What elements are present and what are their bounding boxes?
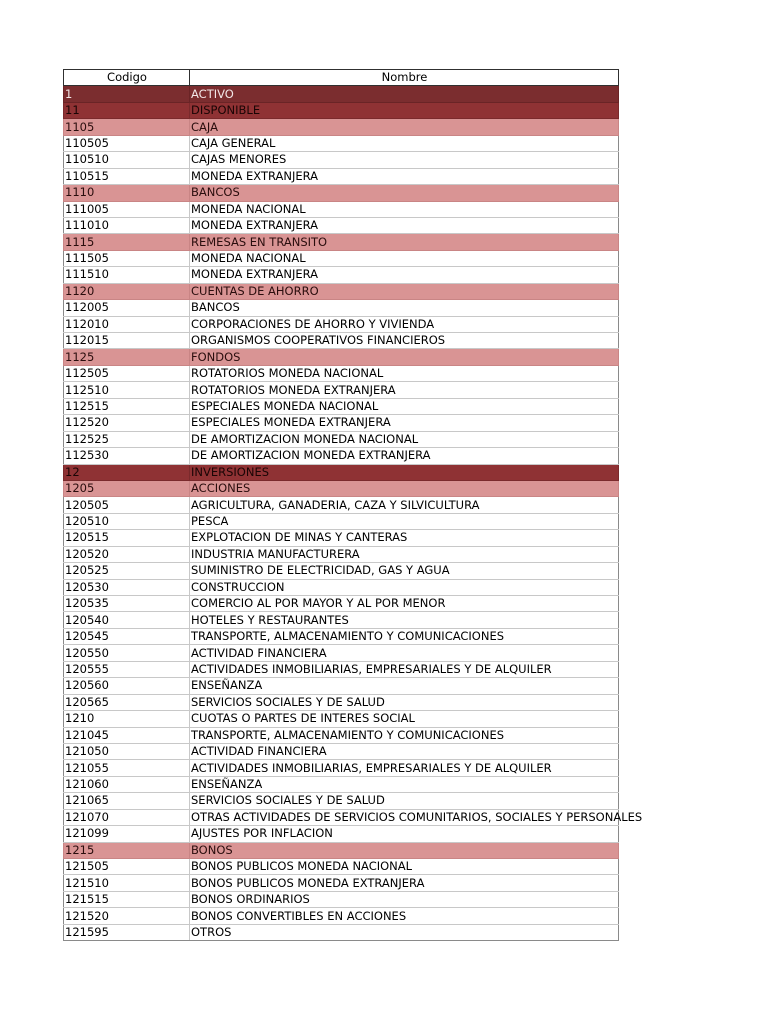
account-code-cell: 111505	[64, 250, 190, 266]
account-code-cell: 121515	[64, 891, 190, 907]
account-name-cell: MONEDA NACIONAL	[190, 250, 619, 266]
account-name-cell: FONDOS	[190, 349, 619, 365]
account-code-cell: 1210	[64, 711, 190, 727]
account-name-cell: MONEDA NACIONAL	[190, 201, 619, 217]
account-code-cell: 121099	[64, 826, 190, 842]
table-row	[64, 727, 619, 743]
account-code-cell: 121055	[64, 760, 190, 776]
account-code-cell: 120505	[64, 497, 190, 513]
account-name-cell: HOTELES Y RESTAURANTES	[190, 612, 619, 628]
account-name-cell: AGRICULTURA, GANADERIA, CAZA Y SILVICULTURA	[190, 497, 619, 513]
table-row	[64, 448, 619, 464]
account-code-cell: 1105	[64, 119, 190, 135]
table-row	[64, 86, 619, 102]
account-code-cell: 120515	[64, 530, 190, 546]
table-row	[64, 185, 619, 201]
account-code-cell: 12	[64, 464, 190, 480]
account-code-cell: 121595	[64, 924, 190, 940]
account-code-cell: 110510	[64, 152, 190, 168]
account-code-cell: 120545	[64, 628, 190, 644]
account-code-cell: 112510	[64, 382, 190, 398]
account-name-cell: PESCA	[190, 513, 619, 529]
account-code-cell: 120540	[64, 612, 190, 628]
account-code-cell: 1110	[64, 185, 190, 201]
table-row	[64, 464, 619, 480]
table-row	[64, 316, 619, 332]
account-name-cell: ACCIONES	[190, 480, 619, 496]
account-name-cell: ORGANISMOS COOPERATIVOS FINANCIEROS	[190, 333, 619, 349]
table-row	[64, 546, 619, 562]
table-row	[64, 513, 619, 529]
account-name-cell: ROTATORIOS MONEDA EXTRANJERA	[190, 382, 619, 398]
table-row	[64, 776, 619, 792]
account-name-cell: BONOS ORDINARIOS	[190, 891, 619, 907]
account-name-cell: MONEDA EXTRANJERA	[190, 217, 619, 233]
account-code-cell: 112015	[64, 333, 190, 349]
account-name-cell: CUOTAS O PARTES DE INTERES SOCIAL	[190, 711, 619, 727]
column-header-codigo: Codigo	[64, 70, 190, 86]
table-row	[64, 152, 619, 168]
account-name-cell: DISPONIBLE	[190, 102, 619, 118]
table-row	[64, 349, 619, 365]
account-code-cell: 112525	[64, 431, 190, 447]
table-row	[64, 628, 619, 644]
account-code-cell: 1	[64, 86, 190, 102]
table-row	[64, 530, 619, 546]
table-row	[64, 431, 619, 447]
account-code-cell: 1215	[64, 842, 190, 858]
account-name-cell: ESPECIALES MONEDA EXTRANJERA	[190, 415, 619, 431]
account-code-cell: 110515	[64, 168, 190, 184]
account-name-cell: BANCOS	[190, 185, 619, 201]
table-row	[64, 480, 619, 496]
header-row	[64, 70, 619, 86]
account-name-cell: EXPLOTACION DE MINAS Y CANTERAS	[190, 530, 619, 546]
account-code-cell: 112520	[64, 415, 190, 431]
table-row	[64, 333, 619, 349]
chart-of-accounts-table	[63, 69, 643, 941]
account-name-cell: ROTATORIOS MONEDA NACIONAL	[190, 365, 619, 381]
account-name-cell: SERVICIOS SOCIALES Y DE SALUD	[190, 793, 619, 809]
account-name-cell: ENSEÑANZA	[190, 678, 619, 694]
table-row	[64, 793, 619, 809]
account-name-cell: MONEDA EXTRANJERA	[190, 168, 619, 184]
account-code-cell: 120565	[64, 694, 190, 710]
table-row	[64, 924, 619, 940]
account-code-cell: 1205	[64, 480, 190, 496]
table-row	[64, 809, 619, 825]
account-name-cell: ACTIVIDAD FINANCIERA	[190, 743, 619, 759]
table-row	[64, 678, 619, 694]
table-row	[64, 596, 619, 612]
account-name-cell: DE AMORTIZACION MONEDA NACIONAL	[190, 431, 619, 447]
account-name-cell: OTROS	[190, 924, 619, 940]
table-row	[64, 743, 619, 759]
table-row	[64, 415, 619, 431]
table-row	[64, 365, 619, 381]
account-code-cell: 121505	[64, 859, 190, 875]
table-row	[64, 283, 619, 299]
account-code-cell: 120530	[64, 579, 190, 595]
account-code-cell: 111010	[64, 217, 190, 233]
account-name-cell: BONOS PUBLICOS MONEDA EXTRANJERA	[190, 875, 619, 891]
account-code-cell: 121065	[64, 793, 190, 809]
account-code-cell: 1125	[64, 349, 190, 365]
table-row	[64, 382, 619, 398]
table-row	[64, 102, 619, 118]
table-row	[64, 168, 619, 184]
account-code-cell: 121045	[64, 727, 190, 743]
table-row	[64, 267, 619, 283]
account-code-cell: 112530	[64, 448, 190, 464]
table-row	[64, 842, 619, 858]
table-row	[64, 234, 619, 250]
table-row	[64, 579, 619, 595]
table-row	[64, 398, 619, 414]
table-row	[64, 300, 619, 316]
table-row	[64, 217, 619, 233]
account-code-cell: 111005	[64, 201, 190, 217]
account-name-cell: ENSEÑANZA	[190, 776, 619, 792]
account-code-cell: 121060	[64, 776, 190, 792]
table-row	[64, 891, 619, 907]
table-row	[64, 760, 619, 776]
account-code-cell: 121070	[64, 809, 190, 825]
table-row	[64, 250, 619, 266]
account-name-cell: AJUSTES POR INFLACION	[190, 826, 619, 842]
account-code-cell: 110505	[64, 135, 190, 151]
table-row	[64, 859, 619, 875]
table-row	[64, 201, 619, 217]
account-code-cell: 11	[64, 102, 190, 118]
account-name-cell: CORPORACIONES DE AHORRO Y VIVIENDA	[190, 316, 619, 332]
account-name-cell: INVERSIONES	[190, 464, 619, 480]
account-code-cell: 121510	[64, 875, 190, 891]
account-code-cell: 111510	[64, 267, 190, 283]
account-name-cell: CAJA GENERAL	[190, 135, 619, 151]
account-name-cell: ACTIVIDADES INMOBILIARIAS, EMPRESARIALES Y DE ALQUILER	[190, 661, 619, 677]
account-code-cell: 120520	[64, 546, 190, 562]
column-header-nombre: Nombre	[190, 70, 619, 86]
table-row	[64, 135, 619, 151]
table-row	[64, 563, 619, 579]
table-row	[64, 119, 619, 135]
account-name-cell: CONSTRUCCION	[190, 579, 619, 595]
account-code-cell: 120510	[64, 513, 190, 529]
account-code-cell: 120555	[64, 661, 190, 677]
table-row	[64, 661, 619, 677]
account-name-cell: SERVICIOS SOCIALES Y DE SALUD	[190, 694, 619, 710]
account-code-cell: 112010	[64, 316, 190, 332]
account-name-cell: CAJA	[190, 119, 619, 135]
account-name-cell: BANCOS	[190, 300, 619, 316]
table-row	[64, 908, 619, 924]
account-name-cell: COMERCIO AL POR MAYOR Y AL POR MENOR	[190, 596, 619, 612]
table-row	[64, 826, 619, 842]
account-code-cell: 112005	[64, 300, 190, 316]
table-row	[64, 645, 619, 661]
account-code-cell: 120560	[64, 678, 190, 694]
account-code-cell: 120550	[64, 645, 190, 661]
account-name-cell: ESPECIALES MONEDA NACIONAL	[190, 398, 619, 414]
account-name-cell: OTRAS ACTIVIDADES DE SERVICIOS COMUNITARIOS, SOCIALES Y PERSONALES	[191, 809, 643, 824]
account-name-cell: ACTIVO	[190, 86, 619, 102]
account-name-cell: TRANSPORTE, ALMACENAMIENTO Y COMUNICACIONES	[190, 727, 619, 743]
account-code-cell: 120535	[64, 596, 190, 612]
table-row	[64, 694, 619, 710]
account-name-cell: MONEDA EXTRANJERA	[190, 267, 619, 283]
account-name-cell: DE AMORTIZACION MONEDA EXTRANJERA	[190, 448, 619, 464]
account-name-cell: REMESAS EN TRANSITO	[190, 234, 619, 250]
account-name-cell: BONOS	[190, 842, 619, 858]
account-code-cell: 112515	[64, 398, 190, 414]
account-name-cell: CAJAS MENORES	[190, 152, 619, 168]
account-code-cell: 120525	[64, 563, 190, 579]
account-name-cell: TRANSPORTE, ALMACENAMIENTO Y COMUNICACIONES	[190, 628, 619, 644]
account-code-cell: 1120	[64, 283, 190, 299]
account-code-cell: 1115	[64, 234, 190, 250]
table-row	[64, 612, 619, 628]
account-name-cell: ACTIVIDADES INMOBILIARIAS, EMPRESARIALES Y DE ALQUILER	[190, 760, 619, 776]
table-row	[64, 711, 619, 727]
account-name-cell: ACTIVIDAD FINANCIERA	[190, 645, 619, 661]
account-code-cell: 121520	[64, 908, 190, 924]
account-name-cell: INDUSTRIA MANUFACTURERA	[190, 546, 619, 562]
account-name-cell: CUENTAS DE AHORRO	[190, 283, 619, 299]
account-code-cell: 112505	[64, 365, 190, 381]
account-name-cell: SUMINISTRO DE ELECTRICIDAD, GAS Y AGUA	[190, 563, 619, 579]
account-name-cell: BONOS CONVERTIBLES EN ACCIONES	[190, 908, 619, 924]
account-code-cell: 121050	[64, 743, 190, 759]
table-row	[64, 875, 619, 891]
account-name-cell: BONOS PUBLICOS MONEDA NACIONAL	[190, 859, 619, 875]
table-row	[64, 497, 619, 513]
